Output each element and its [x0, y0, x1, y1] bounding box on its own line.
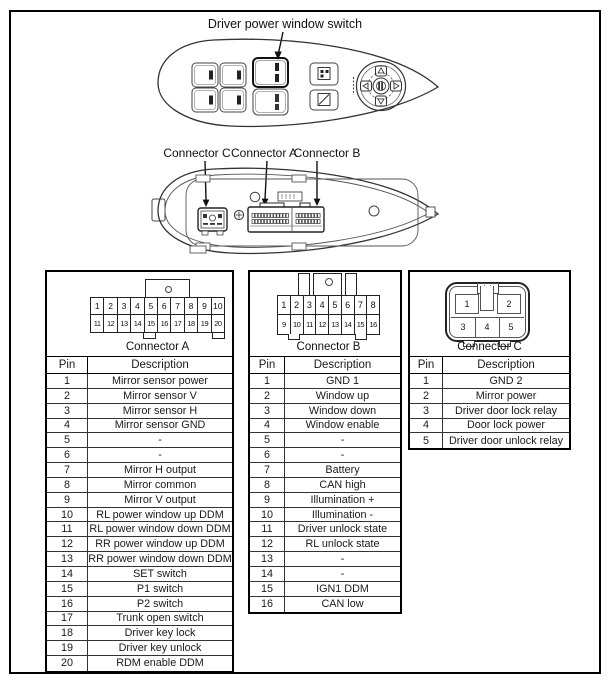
pin-cell: 9	[250, 493, 285, 507]
connector-c-divider-line	[475, 317, 476, 338]
table-row	[250, 463, 400, 478]
table-row	[250, 433, 400, 448]
table-row	[47, 463, 232, 478]
table-row	[250, 597, 400, 612]
pin-cell: 15	[250, 582, 285, 596]
pin-cell: 8	[47, 478, 88, 492]
pin-cell: 6	[47, 448, 88, 462]
pin-header: Pin	[250, 357, 285, 373]
screw-boss	[234, 210, 243, 219]
connector-b-notch	[288, 334, 300, 340]
pin-number: 18	[185, 315, 198, 332]
table-row	[47, 626, 232, 641]
description-cell: Driver door lock relay	[454, 404, 557, 417]
table-row	[250, 478, 400, 493]
pin-cell: 1	[47, 374, 88, 388]
connector-b-header-row	[250, 357, 400, 374]
connector-a-pin-grid	[90, 297, 225, 333]
description-cell: Battery	[325, 463, 360, 476]
connector-c-pin-box: 1	[455, 294, 479, 314]
connector-a-face-drawing	[90, 279, 225, 333]
connector-b-title: Connector B	[296, 341, 361, 353]
table-row	[47, 433, 232, 448]
pin-number: 16	[369, 320, 377, 329]
connector-a-pointer-label: Connector A	[230, 146, 298, 160]
pin-cell: 16	[47, 597, 88, 611]
table-row	[47, 641, 232, 656]
table-row	[47, 522, 232, 537]
description-cell: Mirror sensor power	[112, 374, 208, 387]
pin-number: 17	[171, 315, 184, 332]
pin-number: 12	[104, 315, 117, 332]
locator-hole-right	[369, 206, 379, 216]
pin-cell: 2	[47, 389, 88, 403]
description-cell: -	[340, 567, 345, 580]
connector-a-notch	[212, 333, 225, 339]
description-cell: IGN1 DDM	[316, 582, 369, 595]
description-cell: RL power window up DDM	[96, 508, 224, 521]
pin-number: 9	[278, 315, 291, 334]
table-row	[47, 493, 232, 508]
connector-c-pin-box: 2	[497, 294, 521, 314]
pin-number: 10	[291, 315, 304, 334]
pin-cell: 10	[250, 508, 285, 522]
table-row	[47, 597, 232, 612]
connector-c-center-divider	[480, 286, 494, 311]
description-cell: Mirror H output	[124, 463, 196, 476]
pin-number: 9	[198, 298, 211, 314]
pin-cell: 2	[410, 389, 443, 403]
pin-cell: 14	[250, 567, 285, 581]
description-cell: -	[158, 449, 162, 462]
pin-cell: 15	[47, 582, 88, 596]
pin-number: 13	[329, 315, 342, 334]
description-cell: P1 switch	[136, 582, 184, 595]
description-cell: GND 2	[489, 374, 523, 387]
table-row	[47, 374, 232, 389]
pin-cell: 12	[250, 537, 285, 551]
pin-number: 1	[91, 298, 104, 314]
pin-number: 13	[118, 315, 131, 332]
connector-c-diagram-cell	[410, 272, 569, 357]
description-cell: Mirror sensor GND	[114, 419, 206, 432]
description-cell: CAN low	[321, 598, 364, 611]
connector-b-face-drawing	[277, 273, 380, 335]
description-cell: RDM enable DDM	[116, 657, 204, 670]
table-row	[250, 582, 400, 597]
table-row	[410, 419, 569, 434]
description-header: Description	[477, 359, 535, 371]
connector-b-rows	[250, 374, 400, 612]
driver-power-window-switch-label: Driver power window switch	[207, 17, 363, 31]
driver-window-switch-button	[253, 58, 288, 87]
connector-b-pin-row-2	[278, 315, 379, 334]
pin-number: 4	[316, 296, 329, 314]
connector-b-side-tab	[345, 273, 357, 295]
description-cell: Driver door unlock relay	[448, 434, 563, 447]
pin-header: Pin	[410, 357, 443, 373]
pin-number: 11	[304, 315, 317, 334]
pin-cell: 5	[410, 433, 443, 448]
connector-a-header-row	[47, 357, 232, 374]
table-row	[47, 404, 232, 419]
table-row	[47, 508, 232, 523]
pin-cell: 3	[250, 404, 285, 418]
description-cell: Mirror power	[475, 389, 537, 402]
description-cell: Window enable	[305, 419, 380, 432]
connector-b-table	[248, 270, 402, 614]
pin-cell: 4	[250, 419, 285, 433]
pin-cell: 13	[47, 552, 88, 566]
pin-cell: 4	[47, 419, 88, 433]
pin-cell: 8	[250, 478, 285, 492]
description-cell: Driver key lock	[124, 627, 196, 640]
pin-cell: 3	[47, 404, 88, 418]
mirror-direction-pads	[361, 66, 402, 106]
table-row	[410, 433, 569, 448]
description-cell: -	[158, 434, 162, 447]
description-cell: Trunk open switch	[116, 612, 204, 625]
description-cell: Illumination -	[311, 508, 374, 521]
locator-hole-left	[250, 192, 260, 202]
pin-number: 5	[145, 298, 158, 314]
pin-number: 11	[91, 315, 104, 332]
connector-c-face-drawing	[445, 282, 530, 342]
connector-c-title: Connector C	[457, 341, 522, 353]
pin-cell: 11	[47, 522, 88, 536]
table-row	[47, 537, 232, 552]
connector-a-key-tab	[145, 279, 190, 297]
table-row	[250, 522, 400, 537]
pin-cell: 18	[47, 626, 88, 640]
connector-a-pin-row-2	[91, 315, 224, 332]
description-header: Description	[313, 359, 372, 371]
table-row	[250, 448, 400, 463]
connector-a-table	[45, 270, 234, 673]
pin-number: 12	[316, 315, 329, 334]
pin-number: 10	[213, 301, 223, 311]
door-lock-buttons	[310, 63, 338, 110]
pin-number: 3	[304, 296, 317, 314]
description-cell: RR power window up DDM	[95, 538, 225, 551]
connector-c-header-row	[410, 357, 569, 374]
table-row	[47, 552, 232, 567]
table-row	[250, 508, 400, 523]
pin-cell: 20	[47, 656, 88, 671]
connector-c-table	[408, 270, 571, 450]
description-cell: Mirror sensor V	[123, 389, 197, 402]
pin-number: 15	[145, 315, 158, 332]
connector-a-rows	[47, 374, 232, 671]
description-cell: Door lock power	[466, 419, 545, 432]
pin-number: 6	[342, 296, 355, 314]
pin-number: 7	[355, 296, 368, 314]
pin-number: 4	[484, 322, 490, 332]
pin-cell: 14	[47, 567, 88, 581]
table-row	[47, 419, 232, 434]
pin-cell: 5	[250, 433, 285, 447]
pin-cell: 17	[47, 612, 88, 626]
pin-number: 4	[131, 298, 144, 314]
pin-cell: 11	[250, 522, 285, 536]
description-cell: SET switch	[133, 567, 187, 580]
pin-number: 20	[214, 319, 222, 328]
part-label-plate	[278, 192, 302, 201]
pin-number: 8	[185, 298, 198, 314]
connector-c-divider-line	[499, 317, 500, 338]
connector-c-pointer-label: Connector C	[163, 146, 231, 160]
pin-cell: 9	[47, 493, 88, 507]
connector-b-diagram-cell	[250, 272, 400, 357]
description-cell: -	[340, 553, 345, 566]
table-row	[250, 374, 400, 389]
description-cell: RL power window down DDM	[89, 523, 231, 536]
table-row	[250, 537, 400, 552]
connector-b-pin-grid	[277, 295, 380, 335]
pin-header: Pin	[47, 357, 88, 373]
connector-a-diagram-cell	[47, 272, 232, 357]
table-row	[410, 389, 569, 404]
pin-cell: 1	[250, 374, 285, 388]
pin-number: 5	[508, 322, 514, 332]
pin-cell: 13	[250, 552, 285, 566]
connector-b-pin-row-1	[278, 296, 379, 315]
pin-cell: 1	[410, 374, 443, 388]
pointer-arrow-top	[275, 32, 284, 60]
description-cell: P2 switch	[136, 597, 184, 610]
connector-a-notch	[143, 333, 156, 339]
table-row	[47, 448, 232, 463]
pin-cell: 5	[47, 433, 88, 447]
pin-cell: 6	[250, 448, 285, 462]
connector-b-pointer-label: Connector B	[293, 146, 361, 160]
table-row	[250, 389, 400, 404]
pin-number: 7	[171, 298, 184, 314]
pin-number: 14	[342, 315, 355, 334]
switch-panel-back-drawing	[150, 160, 450, 260]
panel-outline	[158, 39, 438, 126]
pin-number: 14	[131, 315, 144, 332]
rear-window-switches	[192, 63, 246, 112]
table-row	[47, 478, 232, 493]
switch-panel-front-drawing	[150, 30, 450, 132]
connector-b-notch	[355, 334, 367, 340]
table-row	[410, 404, 569, 419]
table-row	[47, 656, 232, 671]
description-cell: Driver unlock state	[297, 523, 388, 536]
pin-cell: 4	[410, 419, 443, 433]
connector-b-center-tab	[313, 273, 342, 295]
description-header: Description	[131, 359, 189, 371]
pin-number: 5	[329, 296, 342, 314]
pin-number: 15	[355, 315, 368, 334]
table-row	[250, 567, 400, 582]
description-cell: RL unlock state	[305, 538, 380, 551]
table-row	[250, 552, 400, 567]
description-cell: Mirror sensor H	[122, 404, 198, 417]
connector-b-side-tab	[298, 273, 310, 295]
pin-number: 3	[118, 298, 131, 314]
connector-b-key-tabs	[277, 273, 380, 295]
pin-cell: 19	[47, 641, 88, 655]
pin-cell: 7	[250, 463, 285, 477]
connector-a-b-socket	[248, 203, 324, 232]
description-cell: RR power window down DDM	[88, 553, 232, 566]
pin-number: 2	[104, 298, 117, 314]
description-cell: GND 1	[326, 374, 359, 387]
connector-a-title: Connector A	[125, 341, 190, 353]
description-cell: -	[340, 434, 345, 447]
pin-number: 6	[158, 298, 171, 314]
right-tip-clip	[426, 207, 435, 217]
description-cell: CAN high	[319, 478, 366, 491]
pin-number: 16	[158, 315, 171, 332]
description-cell: -	[340, 449, 345, 462]
pin-cell: 3	[410, 404, 443, 418]
pin-number: 8	[370, 300, 376, 310]
pin-cell: 16	[250, 597, 285, 612]
mirror-adjust-knob	[357, 62, 406, 111]
pin-cell: 7	[47, 463, 88, 477]
connector-a-tab-hole	[165, 286, 172, 293]
connector-b-tab-hole	[325, 278, 333, 286]
description-cell: Window up	[315, 389, 370, 402]
table-row	[250, 419, 400, 434]
description-cell: Mirror common	[123, 478, 197, 491]
table-row	[47, 567, 232, 582]
table-row	[47, 612, 232, 627]
table-row	[47, 389, 232, 404]
connector-c-rows	[410, 374, 569, 448]
pin-number: 3	[460, 322, 466, 332]
connector-c-divider-line	[451, 317, 524, 318]
description-cell: Illumination +	[310, 493, 375, 506]
pin-cell: 2	[250, 389, 285, 403]
connector-a-pin-row-1	[91, 298, 224, 315]
table-row	[250, 404, 400, 419]
pin-number: 2	[291, 296, 304, 314]
pin-number: 1	[278, 296, 291, 314]
pin-number: 19	[198, 315, 211, 332]
passenger-window-switch-button	[253, 89, 288, 115]
table-row	[410, 374, 569, 389]
table-row	[250, 493, 400, 508]
description-cell: Mirror V output	[124, 493, 196, 506]
connector-c-socket	[198, 208, 227, 235]
table-row	[47, 582, 232, 597]
description-cell: Driver key unlock	[118, 642, 202, 655]
pin-cell: 10	[47, 508, 88, 522]
pin-cell: 12	[47, 537, 88, 551]
description-cell: Window down	[308, 404, 377, 417]
